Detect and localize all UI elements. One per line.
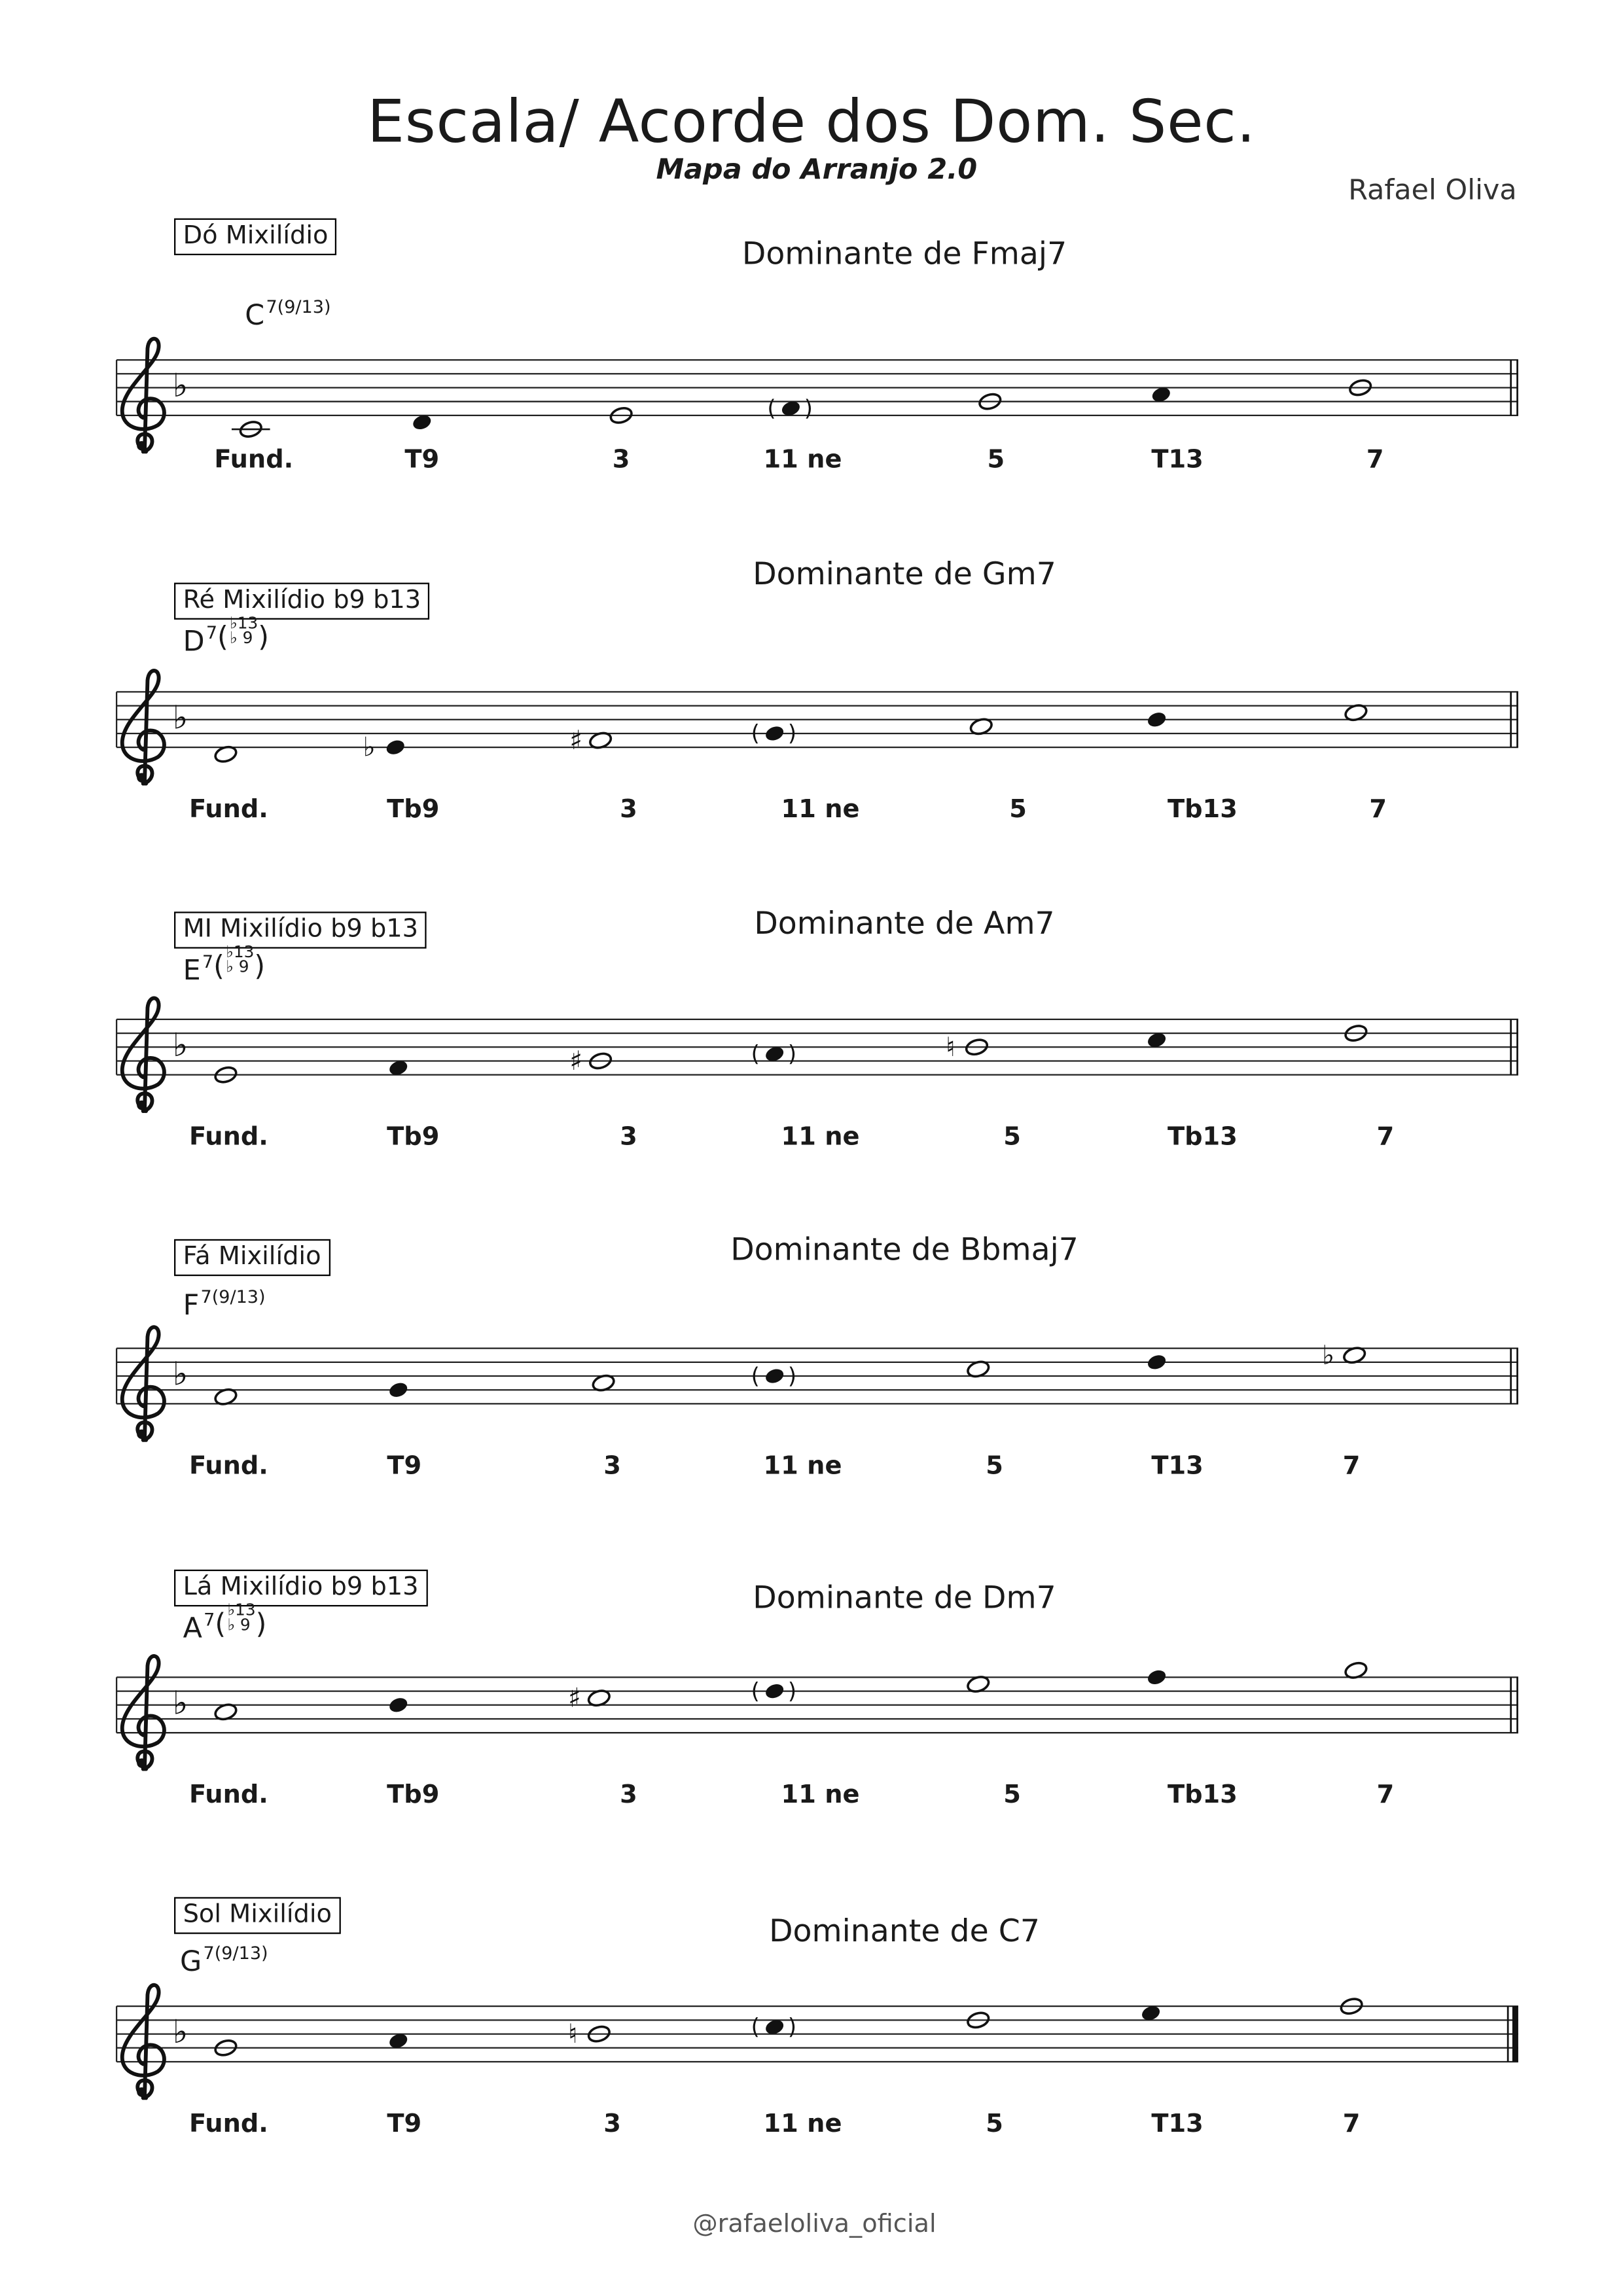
chord-alteration: ♭13 [230,613,259,633]
degree-label: 7 [1376,1122,1395,1152]
degree-label: 7 [1376,1780,1395,1810]
chord-extension: 7 [205,622,218,643]
degree-label: Fund. [189,795,268,825]
chord-paren-close: ) [255,1608,267,1641]
degree-label: 3 [620,1122,637,1152]
degree-label: Tb9 [387,1122,440,1152]
chord-alteration: ♭13 [226,942,255,962]
note-paren-close: ) [787,2014,797,2040]
degree-label: 3 [612,445,630,475]
degree-label: Tb13 [1167,795,1238,825]
flat-accidental-icon: ♭ [1322,1339,1335,1371]
chord-root: A [183,1612,202,1645]
chord-root: C [245,299,265,332]
degree-label: Tb13 [1167,1122,1238,1152]
final-barline-thick [1512,2006,1518,2062]
mode-box: MI Mixilídio b9 b13 [174,911,427,948]
chord-paren-open: ( [215,1608,226,1641]
note-paren-close: ) [787,1041,797,1067]
mode-box: Fá Mixilídio [174,1239,330,1276]
degree-label: 5 [1003,1780,1021,1810]
key-signature-flat-icon: ♭ [172,366,188,405]
degree-label: T9 [387,2109,422,2140]
note-paren-open: ( [751,1041,760,1067]
note-paren-close: ) [804,395,813,421]
chord-alteration: ♭ 9 [230,628,253,648]
flat-accidental-icon: ♭ [363,731,376,763]
degree-label: T13 [1151,445,1204,475]
degree-label: 7 [1369,795,1387,825]
dominant-label: Dominante de Gm7 [753,556,1056,592]
note-paren-close: ) [787,1363,797,1389]
degree-label: Fund. [189,1122,268,1152]
dominant-label: Dominante de Am7 [754,906,1055,942]
sharp-accidental-icon: ♯ [569,1044,582,1076]
chord-extension: 7(9/13) [266,296,331,317]
degree-label: 5 [1003,1122,1021,1152]
chord-alteration: ♭ 9 [227,1615,251,1635]
note-paren-open: ( [751,2014,760,2040]
note [751,2014,797,2040]
sharp-accidental-icon: ♯ [569,724,582,756]
chord-root: E [183,954,201,987]
degree-label: Tb9 [387,795,440,825]
composer-name: Rafael Oliva [1348,174,1517,207]
note-paren-open: ( [767,395,776,421]
note-paren-close: ) [787,720,797,747]
degree-label: T13 [1151,2109,1204,2140]
chord-extension: 7(9/13) [203,1943,268,1964]
degree-label: T13 [1151,1451,1204,1481]
dominant-label: Dominante de Dm7 [753,1580,1056,1616]
degree-label: 5 [1009,795,1027,825]
degree-label: Tb9 [387,1780,440,1810]
note-paren-open: ( [751,1678,760,1704]
degree-label: 5 [986,2109,1003,2140]
degree-label: 11 ne [781,795,860,825]
mode-box: Sol Mixilídio [174,1897,340,1934]
natural-accidental-icon: ♮ [567,2018,578,2050]
note-paren-open: ( [751,1363,760,1389]
degree-label: 3 [620,1780,637,1810]
degree-label: Fund. [189,1780,268,1810]
treble-clef-icon [122,1985,164,2098]
note-paren-open: ( [751,720,760,747]
degree-label: Fund. [214,445,294,475]
mode-box: Ré Mixilídio b9 b13 [174,583,430,620]
degree-label: T9 [387,1451,422,1481]
degree-label: 5 [986,1451,1003,1481]
degree-label: 7 [1342,2109,1361,2140]
chord-root: D [183,625,205,658]
degree-label: 5 [987,445,1005,475]
mode-box: Dó Mixilídio [174,219,337,255]
degree-label: 7 [1342,1451,1361,1481]
page-title: Escala/ Acorde dos Dom. Sec. [367,88,1256,156]
chord-alteration: ♭ 9 [226,957,249,977]
degree-label: 11 ne [781,1122,860,1152]
dominant-label: Dominante de C7 [769,1913,1040,1949]
mode-box: Lá Mixilídio b9 b13 [174,1570,427,1606]
chord-root: G [180,1945,202,1979]
degree-label: 11 ne [763,445,842,475]
chord-paren-open: ( [217,621,228,654]
degree-label: 3 [620,795,637,825]
chord-extension: 7 [202,951,214,972]
degree-label: Tb13 [1167,1780,1238,1810]
degree-label: 7 [1366,445,1384,475]
sharp-accidental-icon: ♯ [567,1682,581,1714]
chord-extension: 7(9/13) [200,1286,266,1307]
degree-label: 11 ne [763,2109,842,2140]
dominant-label: Dominante de Fmaj7 [741,236,1067,272]
key-signature-flat-icon: ♭ [172,698,188,737]
degree-label: Fund. [189,2109,268,2140]
degree-label: 11 ne [763,1451,842,1481]
degree-label: 3 [603,2109,621,2140]
chord-alteration: ♭13 [227,1600,256,1620]
degree-label: 11 ne [781,1780,860,1810]
degree-label: 3 [603,1451,621,1481]
chord-paren-close: ) [254,949,266,983]
chord-root: F [183,1289,200,1322]
note-paren-close: ) [787,1678,797,1704]
chord-paren-close: ) [258,621,270,654]
page-subtitle: Mapa do Arranjo 2.0 [656,153,978,186]
key-signature-flat-icon: ♭ [172,1354,188,1393]
dominant-label: Dominante de Bbmaj7 [730,1231,1079,1267]
chord-paren-open: ( [213,949,224,983]
degree-label: T9 [404,445,440,475]
natural-accidental-icon: ♮ [946,1031,955,1063]
footer-handle: @rafaeloliva_oficial [692,2210,936,2240]
chord-extension: 7 [204,1609,215,1631]
key-signature-flat-icon: ♭ [172,1025,188,1064]
key-signature-flat-icon: ♭ [172,1684,188,1722]
key-signature-flat-icon: ♭ [172,2013,188,2051]
degree-label: Fund. [189,1451,268,1481]
